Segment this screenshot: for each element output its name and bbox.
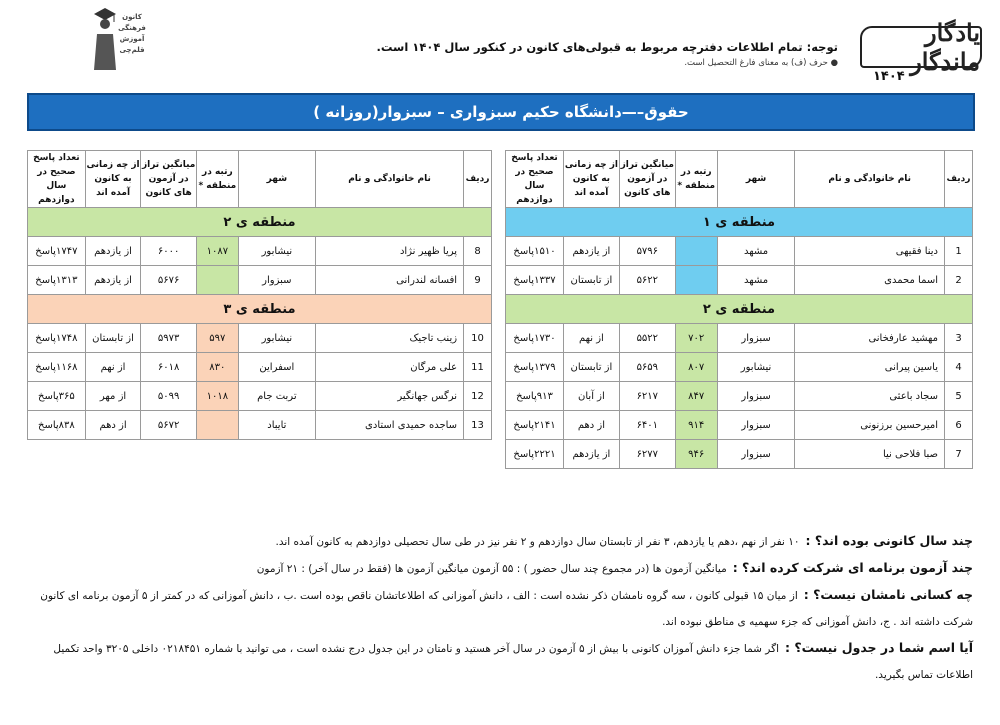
notice: [376, 40, 838, 68]
cell-rank: [675, 266, 717, 295]
cell-since: از یازدهم: [563, 237, 619, 266]
cell-rank: [196, 266, 238, 295]
cell-name: سجاد باعثی: [795, 382, 945, 411]
cell-answers: ۱۳۱۳پاسخ: [28, 266, 86, 295]
table-row: [506, 266, 973, 295]
qa-item: [25, 582, 973, 635]
cell-answers: ۱۱۶۸پاسخ: [28, 353, 86, 382]
table-header: [506, 151, 973, 208]
cell-avg: ۶۴۰۱: [619, 411, 675, 440]
cell-since: از یازدهم: [85, 266, 141, 295]
cell-name: صبا فلاحی نیا: [795, 440, 945, 469]
cell-name: دینا فقیهی: [795, 237, 945, 266]
cell-city: سبزوار: [717, 411, 795, 440]
qa-item: [25, 528, 973, 555]
table-row: [28, 411, 492, 440]
qa-answer: میانگین آزمون ها (در مجموع چند سال حضور ) : ۵۵ آزمون میانگین آزمون ها (فقط در سال آخر) : ۲۱ آزمون: [256, 563, 727, 575]
notice-main: توجه: تمام اطلاعات دفترچه مربوط به قبولی‌های کانون در کنکور سال ۱۴۰۴ است.: [376, 40, 838, 54]
cell-rank: [675, 237, 717, 266]
cell-avg: ۶۲۷۷: [619, 440, 675, 469]
results-table-right: [505, 150, 973, 469]
qa-answer: اگر شما جزء دانش آموزان کانونی با بیش از ۵ آزمون در سال آخر هستید و نامتان در این جدول درج نشده است ، می توانید با شماره ۰۲۱۸۴۵۱ داخلی ۳۲۰۵ واحد تکمیل اطلاعات تماس بگیرید.: [53, 643, 973, 681]
cell-since: از مهر: [85, 382, 141, 411]
cell-avg: ۵۶۵۹: [619, 353, 675, 382]
cell-answers: ۱۳۳۷پاسخ: [506, 266, 564, 295]
region-label: منطقه ی ۳: [28, 295, 492, 324]
cell-idx: 2: [945, 266, 973, 295]
cell-avg: ۵۷۹۶: [619, 237, 675, 266]
region-row: [28, 295, 492, 324]
cell-avg: ۶۰۱۸: [141, 353, 197, 382]
results-table-left: [27, 150, 492, 440]
cell-since: از دهم: [85, 411, 141, 440]
brand-year: ۱۴۰۴: [870, 69, 908, 84]
col-answers: تعداد پاسخ صحیح در سال دوازدهم: [506, 151, 564, 208]
cell-avg: ۵۰۹۹: [141, 382, 197, 411]
col-idx: ردیف: [945, 151, 973, 208]
qa-section: [25, 528, 973, 688]
cell-rank: ۹۱۴: [675, 411, 717, 440]
graduate-icon: [92, 4, 118, 72]
table-row: [506, 411, 973, 440]
cell-name: امیرحسین برزنونی: [795, 411, 945, 440]
qa-question: آیا اسم شما در جدول نیست؟ :: [785, 640, 973, 655]
col-since: از چه زمانی به کانون آمده اند: [563, 151, 619, 208]
col-rank: رتبه در منطقه *: [196, 151, 238, 208]
qa-item: [25, 635, 973, 688]
cell-city: مشهد: [717, 237, 795, 266]
table-row: [28, 237, 492, 266]
cell-city: تایباد: [238, 411, 315, 440]
cell-answers: ۱۷۳۰پاسخ: [506, 324, 564, 353]
cell-city: سبزوار: [717, 324, 795, 353]
cell-idx: 1: [945, 237, 973, 266]
cell-avg: ۶۲۱۷: [619, 382, 675, 411]
cell-avg: ۶۰۰۰: [141, 237, 197, 266]
cell-name: پریا ظهیر نژاد: [315, 237, 463, 266]
cell-since: از یازدهم: [85, 237, 141, 266]
cell-name: علی مرگان: [315, 353, 463, 382]
col-answers: تعداد پاسخ صحیح در سال دوازدهم: [28, 151, 86, 208]
cell-idx: 10: [464, 324, 492, 353]
cell-city: نیشابور: [238, 324, 315, 353]
cell-answers: ۲۱۴۱پاسخ: [506, 411, 564, 440]
region-label: منطقه ی ۲: [28, 208, 492, 237]
col-idx: ردیف: [464, 151, 492, 208]
cell-name: افسانه لندرانی: [315, 266, 463, 295]
cell-name: مهشید عارفخانی: [795, 324, 945, 353]
cell-rank: ۱۰۸۷: [196, 237, 238, 266]
cell-city: تربت جام: [238, 382, 315, 411]
cell-answers: ۸۳۸پاسخ: [28, 411, 86, 440]
cell-answers: ۹۱۳پاسخ: [506, 382, 564, 411]
cell-name: ساجده حمیدی استادی: [315, 411, 463, 440]
region-row: [28, 208, 492, 237]
region-label: منطقه ی ۱: [506, 208, 973, 237]
cell-name: نرگس جهانگیر: [315, 382, 463, 411]
brand-text: یادگار ماندگار: [860, 26, 982, 68]
cell-city: سبزوار: [717, 382, 795, 411]
qa-answer: ۱۰ نفر از نهم ،دهم یا یازدهم، ۳ نفر از تابستان سال دوازدهم و ۲ نفر نیز در طی سال تحصیلی دوازدهم به کانون آمده اند.: [275, 536, 800, 548]
table-row: [506, 440, 973, 469]
cell-since: از آبان: [563, 382, 619, 411]
table-row: [506, 382, 973, 411]
page-title: حقوق–—دانشگاه حکیم سبزواری – سبزوار(روزانه ): [313, 103, 689, 121]
cell-idx: 4: [945, 353, 973, 382]
cell-answers: ۱۷۴۸پاسخ: [28, 324, 86, 353]
notice-sub: ● حرف (ف) به معنای فارغ التحصیل است.: [684, 58, 838, 68]
kanoon-text: کانون فرهنگی آموزش قلم‌چی: [118, 13, 146, 54]
cell-since: از یازدهم: [563, 440, 619, 469]
col-since: از چه زمانی به کانون آمده اند: [85, 151, 141, 208]
cell-answers: ۱۷۴۷پاسخ: [28, 237, 86, 266]
region-label: منطقه ی ۲: [506, 295, 973, 324]
col-rank: رتبه در منطقه *: [675, 151, 717, 208]
table-row: [28, 324, 492, 353]
col-avg: میانگین تراز در آزمون های کانون: [619, 151, 675, 208]
col-avg: میانگین تراز در آزمون های کانون: [141, 151, 197, 208]
cell-since: از تابستان: [563, 266, 619, 295]
table-row: [506, 324, 973, 353]
cell-rank: ۱۰۱۸: [196, 382, 238, 411]
cell-answers: ۲۲۲۱پاسخ: [506, 440, 564, 469]
cell-answers: ۱۳۷۹پاسخ: [506, 353, 564, 382]
cell-since: از دهم: [563, 411, 619, 440]
cell-city: نیشابور: [238, 237, 315, 266]
cell-rank: [196, 411, 238, 440]
cell-avg: ۵۶۲۲: [619, 266, 675, 295]
cell-since: از نهم: [563, 324, 619, 353]
cell-rank: ۸۳۰: [196, 353, 238, 382]
header: [0, 0, 1000, 82]
table-row: [28, 353, 492, 382]
table-row: [28, 382, 492, 411]
cell-idx: 13: [464, 411, 492, 440]
cell-idx: 8: [464, 237, 492, 266]
cell-rank: ۷۰۲: [675, 324, 717, 353]
cell-name: زینب تاجیک: [315, 324, 463, 353]
cell-avg: ۵۶۷۶: [141, 266, 197, 295]
col-city: شهر: [717, 151, 795, 208]
brand-logo: [860, 18, 982, 84]
cell-answers: ۳۶۵پاسخ: [28, 382, 86, 411]
cell-idx: 7: [945, 440, 973, 469]
cell-rank: ۸۰۷: [675, 353, 717, 382]
cell-avg: ۵۹۷۳: [141, 324, 197, 353]
col-name: نام خانوادگی و نام: [795, 151, 945, 208]
cell-name: یاسین پیرانی: [795, 353, 945, 382]
qa-item: [25, 555, 973, 582]
col-name: نام خانوادگی و نام: [315, 151, 463, 208]
cell-city: نیشابور: [717, 353, 795, 382]
table-row: [28, 266, 492, 295]
cell-idx: 3: [945, 324, 973, 353]
region-row: [506, 208, 973, 237]
qa-question: چند آزمون برنامه ای شرکت کرده اند؟ :: [732, 560, 973, 575]
qa-question: چند سال کانونی بوده اند؟ :: [805, 533, 973, 548]
cell-city: اسفراین: [238, 353, 315, 382]
cell-idx: 11: [464, 353, 492, 382]
cell-city: سبزوار: [717, 440, 795, 469]
cell-rank: ۹۴۶: [675, 440, 717, 469]
region-row: [506, 295, 973, 324]
cell-avg: ۵۵۲۲: [619, 324, 675, 353]
qa-question: چه کسانی نامشان نیست؟ :: [803, 587, 973, 602]
cell-name: اسما محمدی: [795, 266, 945, 295]
qa-answer: از میان ۱۵ قبولی کانون ، سه گروه نامشان ذکر نشده است : الف ، دانش آموزانی که اطلاعاتشان ناقص بوده است .ب ، دانش آموزانی که در کمتر از ۵ آزمون برنامه ای کانون شرکت داشته اند . ج، دانش آموزانی که جزء سهمیه ی مناطق نبوده اند.: [40, 590, 973, 628]
cell-idx: 5: [945, 382, 973, 411]
cell-since: از تابستان: [85, 324, 141, 353]
cell-since: از تابستان: [563, 353, 619, 382]
cell-since: از نهم: [85, 353, 141, 382]
cell-avg: ۵۶۷۲: [141, 411, 197, 440]
cell-rank: ۵۹۷: [196, 324, 238, 353]
table-header: [28, 151, 492, 208]
cell-city: سبزوار: [238, 266, 315, 295]
col-city: شهر: [238, 151, 315, 208]
cell-idx: 6: [945, 411, 973, 440]
table-row: [506, 237, 973, 266]
cell-answers: ۱۵۱۰پاسخ: [506, 237, 564, 266]
kanoon-logo: [88, 4, 148, 72]
title-bar: [27, 93, 975, 131]
cell-rank: ۸۴۷: [675, 382, 717, 411]
cell-city: مشهد: [717, 266, 795, 295]
table-row: [506, 353, 973, 382]
cell-idx: 9: [464, 266, 492, 295]
cell-idx: 12: [464, 382, 492, 411]
